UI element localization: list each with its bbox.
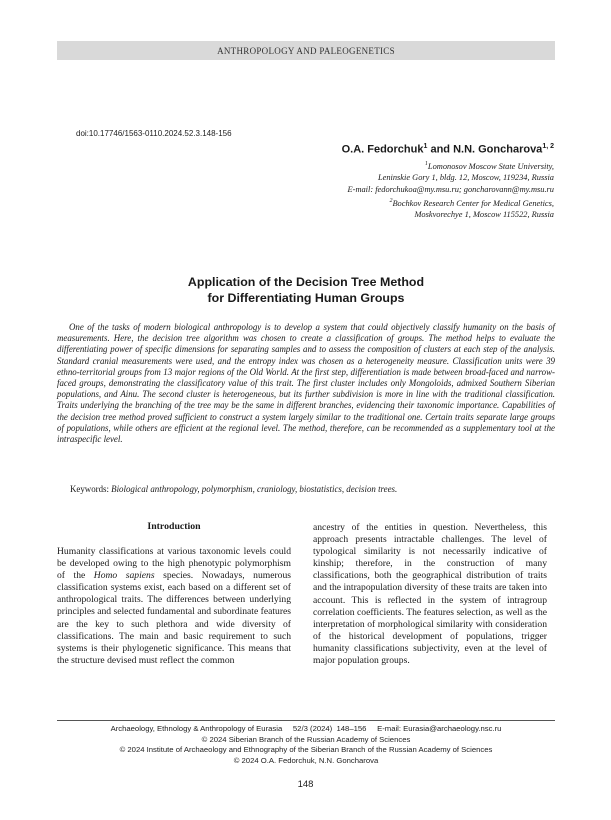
affiliation-1-line2: Leninskie Gory 1, bldg. 12, Moscow, 119234, Russia xyxy=(377,173,554,183)
author-conjunction: and xyxy=(427,143,454,156)
affiliation-2-line2: Moskvorechye 1, Moscow 115522, Russia xyxy=(414,209,554,219)
footer-journal-line: Archaeology, Ethnology & Anthropology of Eurasia 52/3 (2024) 148–156 E-mail: Eurasia@archaeology.nsc.ru xyxy=(110,724,502,733)
species-name: Homo sapiens xyxy=(93,570,155,582)
footer xyxy=(57,724,555,766)
affiliation-2-line1: $^2$Bochkov Research Center for Medical Genetics, xyxy=(389,197,554,208)
affiliation-1-line1: $^1$Lomonosov Moscow State University, xyxy=(424,161,554,171)
paper-title xyxy=(57,274,555,306)
intro-paragraph-1: Humanity classifications at various taxonomic levels could be developed owing to the high phenotypic polymorphism of the Homo sapiens species. Nowadays, numerous classification systems exist, each based on a different set of anthropological traits. The differences between underlying principles and selected fundamental and subordinate features are the key to such plethora and wide diversity of classifications. The main and basic requirement to such systems is their phylogenetic significance. This means that the structure devised must reflect the common xyxy=(57,546,291,666)
author-line xyxy=(342,143,554,156)
journal-section-header xyxy=(57,41,555,60)
author-1: O.A. Fedorchuk xyxy=(341,143,424,156)
affiliations xyxy=(234,159,554,221)
title-line-2: for Differentiating Human Groups xyxy=(207,291,405,305)
keywords-value: Biological anthropology, polymorphism, craniology, biostatistics, decision trees. xyxy=(111,484,398,494)
footer-copyright-3: © 2024 O.A. Fedorchuk, N.N. Goncharova xyxy=(233,755,379,765)
footer-copyright-1: © 2024 Siberian Branch of the Russian Academy of Sciences xyxy=(201,734,411,744)
author-1-sup: 1 xyxy=(423,143,428,150)
keywords xyxy=(70,484,555,495)
body-column-right xyxy=(313,522,547,667)
body-column-left xyxy=(57,546,291,667)
footer-copyright-2: © 2024 Institute of Archaeology and Ethnography of the Siberian Branch of the Russian Academy of Sciences xyxy=(119,745,493,754)
keywords-label: Keywords: xyxy=(70,484,112,494)
affiliation-1-sup: 1 xyxy=(424,161,428,167)
footer-divider xyxy=(57,720,555,721)
section-title: ANTHROPOLOGY AND PALEOGENETICS xyxy=(217,45,395,56)
introduction-heading: Introduction xyxy=(147,521,201,532)
page-number: 148 xyxy=(297,779,314,790)
author-2-sup: 1, 2 xyxy=(542,143,554,150)
doi[interactable]: doi:10.17746/1563-0110.2024.52.3.148-156 xyxy=(76,129,232,138)
title-line-1: Application of the Decision Tree Method xyxy=(187,275,425,289)
author-emails[interactable]: E-mail: fedorchukoa@my.msu.ru; goncharovann@my.msu.ru xyxy=(347,184,554,194)
author-2: N.N. Goncharova xyxy=(453,143,543,156)
intro-paragraph-continued: ancestry of the entities in question. Nevertheless, this approach presents intractable challenges. The level of typological similarity is not necessarily indicative of kinship; therefore, in the construction of many classifications, both the geographical distribution of traits and the intrapopulation diversity of these traits are taken into account. This is reflected in the system of intragroup correlation coefficients. The features selection, as well as the interpretation of morphological similarity with consideration of the historical development of populations, trigger humanity classifications subjectivity, even at the level of major population groups. xyxy=(313,522,547,667)
affiliation-2-sup: 2 xyxy=(389,197,393,204)
abstract: One of the tasks of modern biological anthropology is to develop a system that could objectively classify humanity on the basis of measurements. Here, the decision tree algorithm was chosen to create a classification of groups. The method helps to evaluate the differentiating power of specific dimensions for separating samples and to assess the composition of clusters at each step of the analysis. Standard cranial measurements were used, and the entropy index was chosen as a heterogeneity measure. Classification units were 39 ethno-territorial groups from 13 major regions of the Old World. At the first step, differentiation is made between broad-faced and narrow-faced groups, demonstrating the classificatory value of this trait. The first cluster includes only Mongoloids, admixed Southern Siberian populations, and Ainu. The second cluster is heterogeneous, but its further subdivision is more in line with the traditional classification. Traits underlying the branching of the tree may be the same in different branches, evidencing their taxonomic importance. Capabilities of the decision tree method proved sufficient to construct a system largely similar to the traditional one. Certain traits separate large groups of populations, while others are efficient at the regional level. The method, therefore, can be recommended as a supplementary tool at the intraspecific level. xyxy=(57,322,555,445)
